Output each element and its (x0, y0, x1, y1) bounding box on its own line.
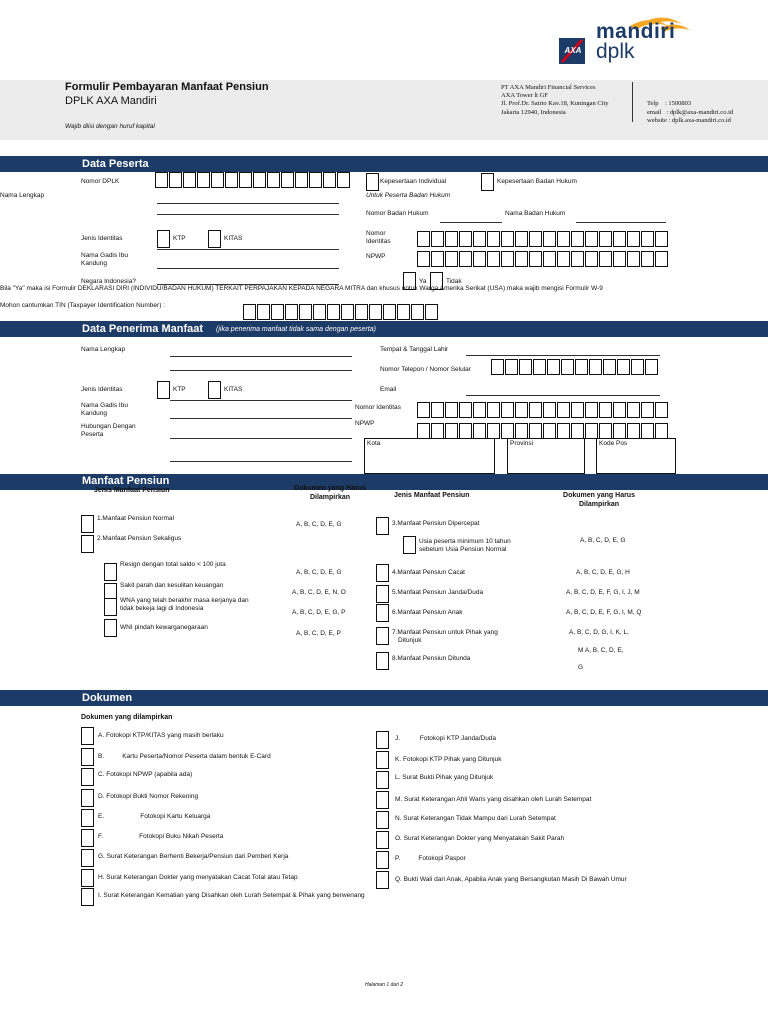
logo-axa: AXA (564, 46, 582, 55)
dokumen-o-label: O. Surat Keterangan Dokter yang Menyatakan Sakit Parah (395, 835, 565, 842)
dokumen-j-checkbox[interactable] (376, 731, 389, 749)
dokumen-m-label: M. Surat Keterangan Ahli Waris yang disahkan oleh Lurah Setempat (395, 796, 592, 803)
manfaat-2d-label: WNI pindah kewarganegaraan (120, 624, 208, 631)
label-penerima-nomor-identitas: Nomor Identitas (355, 404, 401, 411)
penerima-kota-input[interactable] (364, 438, 495, 474)
dokumen-e-label: E. Fotokopi Kartu Keluarga (98, 813, 211, 820)
label-penerima-telepon: Nomor Telepon / Nomor Selular (380, 366, 471, 373)
label-ktp: KTP (173, 235, 186, 242)
penerima-nama-gadis-input[interactable] (170, 418, 352, 419)
label-negara-indonesia: Negara Indonesia? (81, 278, 136, 285)
dokumen-b-checkbox[interactable] (81, 748, 94, 766)
label-penerima-kitas: KITAS (224, 386, 243, 393)
dokumen-a-checkbox[interactable] (81, 727, 94, 745)
label-ya: Ya (419, 278, 427, 285)
form-title: Formulir Pembayaran Manfaat Pensiun (65, 81, 269, 93)
company-address: PT AXA Mandiri Financial Services AXA Tower lt GF Jl. Prof.Dr. Satrio Kav.18, Kuningan City Jakarta 12940, Indonesia (501, 84, 609, 116)
col-dokumen-right: Dokumen yang Harus Dilampirkan (563, 492, 635, 508)
penerima-tempat-tanggal-input[interactable] (466, 355, 660, 356)
manfaat-2a-checkbox[interactable] (104, 563, 117, 581)
manfaat-3a-docs: A, B, C, D, E, G (580, 537, 626, 544)
col-dokumen-left: Dokumen yang Harus Dilampirkan (294, 485, 366, 501)
nama-lengkap-input[interactable] (157, 203, 339, 204)
label-nomor-identitas: Nomor Identitas (366, 230, 391, 245)
label-penerima-provinsi: Provinsi (510, 440, 534, 447)
label-untuk-badan-hukum: Untuk Peserta Badan Hukum (366, 192, 451, 199)
kepesertaan-individual-checkbox[interactable] (366, 173, 379, 191)
dokumen-i-label: I. Surat Keterangan Kematian yang Disahkan oleh Lurah Setempat & Pihak yang berwenang (98, 892, 365, 899)
label-penerima-email: Email (380, 386, 397, 393)
penerima-jenis-identitas-underline (170, 400, 352, 401)
company-contact: Telp : 1500803 email : dplk@axa-mandiri.co.id website : dplk.axa-mandiri.co.id (647, 100, 734, 124)
dokumen-c-label: C. Fotokopi NPWP (apabila ada) (98, 771, 193, 778)
ktp-checkbox[interactable] (157, 230, 170, 248)
label-penerima-kota: Kota (367, 440, 381, 447)
manfaat-8-label: 8.Manfaat Pensiun Ditunda (392, 655, 471, 662)
manfaat-2-checkbox[interactable] (81, 535, 94, 553)
label-nomor-badan-hukum: Nomor Badan Hukum (366, 210, 429, 217)
manfaat-3-checkbox[interactable] (376, 517, 389, 535)
dokumen-g-checkbox[interactable] (81, 849, 94, 867)
dokumen-f-checkbox[interactable] (81, 829, 94, 847)
label-jenis-identitas: Jenis Identitas (81, 235, 123, 242)
label-penerima-tempat-tanggal: Tempat & Tanggal Lahir (380, 346, 449, 353)
logo-mandiri: mandiri (596, 20, 676, 43)
label-penerima-kode-pos: Kode Pos (599, 440, 628, 447)
header-divider (632, 82, 633, 122)
manfaat-2c-label: WNA yang telah berakhir masa kerjanya dan tidak bekeja lagi di Indonesia (120, 597, 249, 612)
nomor-dplk-input[interactable] (155, 172, 351, 188)
penerima-email-input[interactable] (466, 395, 660, 396)
nama-gadis-input[interactable] (157, 268, 339, 269)
manfaat-5-docs: A, B, C, D, E, F, G, I, J, M (566, 589, 640, 596)
dokumen-m-checkbox[interactable] (376, 791, 389, 809)
manfaat-1-checkbox[interactable] (81, 515, 94, 533)
jenis-identitas-underline (157, 249, 339, 250)
manfaat-8-docs: M A, B, C, D, E, G (578, 647, 624, 671)
manfaat-2a-docs: A, B, C, D, E, G (296, 569, 342, 576)
dokumen-o-checkbox[interactable] (376, 831, 389, 849)
dokumen-f-label: F. Fotokopi Buku Nikah Peserta (98, 833, 224, 840)
dokumen-i-checkbox[interactable] (81, 888, 94, 906)
dokumen-a-label: A. Fotokopi KTP/KITAS yang masih berlaku (98, 732, 224, 739)
penerima-telepon-input[interactable] (491, 359, 659, 375)
manfaat-2b-label: Sakit parah dan kesulitan keuangan (120, 582, 224, 589)
dokumen-n-label: N. Surat Keterangan Tidak Mampu dari Lurah Setempat (395, 815, 556, 822)
nama-lengkap-input-2[interactable] (157, 214, 339, 215)
section-note-penerima: (jika penerima manfaat tidak sama dengan peserta) (216, 326, 376, 333)
dokumen-p-label: P. Fotokopi Paspor (395, 855, 466, 862)
dokumen-d-label: D. Fotokopi Bukti Nomor Rekening (98, 793, 199, 800)
dokumen-n-checkbox[interactable] (376, 811, 389, 829)
logo-dplk: dplk (596, 40, 635, 63)
manfaat-2c-docs: A, B, C, D, E, G, P (292, 609, 346, 616)
penerima-nama-input-2[interactable] (170, 370, 352, 371)
penerima-nomor-identitas-input[interactable] (417, 402, 669, 418)
label-npwp: NPWP (366, 253, 386, 260)
dokumen-k-label: K. Fotokopi KTP Pihak yang Ditunjuk (395, 756, 502, 763)
label-penerima-ktp: KTP (173, 386, 186, 393)
nomor-badan-hukum-input[interactable] (440, 222, 502, 223)
dokumen-c-checkbox[interactable] (81, 768, 94, 786)
penerima-nama-input[interactable] (170, 356, 352, 357)
nomor-identitas-input[interactable] (417, 231, 669, 247)
manfaat-7-label: 7.Manfaat Pensiun untuk Pihak yang Ditunjuk (392, 629, 498, 644)
nama-badan-hukum-input[interactable] (576, 222, 666, 223)
col-jenis-left: Jenis Manfaat Pensiun (94, 487, 170, 494)
label-nomor-dplk: Nomor DPLK (81, 178, 120, 185)
manfaat-2-label: 2.Manfaat Pensiun Sekaligus (97, 535, 182, 542)
manfaat-4-checkbox[interactable] (376, 564, 389, 582)
label-penerima-nama: Nama Lengkap (81, 346, 126, 353)
section-title-penerima: Data Penerima Manfaat (82, 323, 204, 335)
npwp-input[interactable] (417, 251, 669, 267)
penerima-hubungan-input[interactable] (170, 438, 352, 439)
manfaat-8-checkbox[interactable] (376, 652, 389, 670)
section-title-dokumen: Dokumen (82, 692, 133, 704)
kepesertaan-badan-hukum-checkbox[interactable] (481, 173, 494, 191)
kitas-checkbox[interactable] (208, 230, 221, 248)
manfaat-3a-label: Usia peserta minimum 10 tahun sebelum Usia Pensiun Normal (419, 538, 511, 553)
section-title-peserta: Data Peserta (82, 158, 149, 170)
manfaat-6-docs: A, B, C, D, E, F, G, I, M, Q (566, 609, 642, 616)
manfaat-2a-label: Resign dengan total saldo < 100 juta (120, 561, 226, 568)
label-nama-badan-hukum: Nama Badan Hukum (505, 210, 566, 217)
dokumen-h-checkbox[interactable] (81, 869, 94, 887)
dokumen-subtitle: Dokumen yang dilampirkan (81, 714, 173, 721)
manfaat-3a-checkbox[interactable] (403, 536, 416, 554)
label-nama-gadis: Nama Gadis Ibu Kandung (81, 252, 128, 267)
label-kepesertaan-badan-hukum: Kepesertaan Badan Hukum (497, 178, 577, 185)
manfaat-4-label: 4.Manfaat Pensiun Cacat (392, 569, 465, 576)
manfaat-5-checkbox[interactable] (376, 585, 389, 603)
dokumen-j-label: J. Fotokopi KTP Janda/Duda (395, 735, 497, 742)
tin-input[interactable] (243, 304, 439, 320)
manfaat-5-label: 5.Manfaat Pensiun Janda/Duda (392, 589, 484, 596)
dokumen-k-checkbox[interactable] (376, 751, 389, 769)
dokumen-g-label: G. Surat Keterangan Berhenti Bekerja/Pensiun dari Pemberi Kerja (98, 853, 289, 860)
dokumen-b-label: B. Kartu Peserta/Nomor Peserta dalam bentuk E-Card (98, 753, 271, 760)
label-kepesertaan-individual: Kepesertaan Individual (380, 178, 447, 185)
label-kitas: KITAS (224, 235, 243, 242)
form-note: Wajib diisi dengan huruf kapital (65, 123, 155, 130)
manfaat-4-docs: A, B, C, D, E, G, H (576, 569, 630, 576)
dokumen-d-checkbox[interactable] (81, 789, 94, 807)
dokumen-q-label: Q. Bukti Wali dari Anak, Apabila Anak yang Bersangkutan Masih Di Bawah Umur (395, 876, 627, 883)
manfaat-1-label: 1.Manfaat Pensiun Normal (97, 515, 174, 522)
dokumen-q-checkbox[interactable] (376, 871, 389, 889)
label-penerima-jenis-identitas: Jenis Identitas (81, 386, 123, 393)
manfaat-1-docs: A, B, C, D, E, G (296, 521, 342, 528)
section-title-manfaat: Manfaat Pensiun (82, 475, 170, 487)
manfaat-7-docs: A, B, C, D, G, I, K, L, (569, 629, 629, 636)
logo (556, 12, 756, 68)
dokumen-e-checkbox[interactable] (81, 809, 94, 827)
form-subtitle: DPLK AXA Mandiri (65, 95, 157, 107)
penerima-npwp-input[interactable] (417, 423, 669, 439)
manfaat-2d-checkbox[interactable] (104, 619, 117, 637)
penerima-ktp-checkbox[interactable] (157, 381, 170, 399)
manfaat-7-checkbox[interactable] (376, 627, 389, 645)
label-tin: Mohon cantumkan TIN (Taxpayer Identification Number) : (0, 302, 165, 309)
manfaat-2c-checkbox[interactable] (104, 598, 117, 616)
label-penerima-hubungan: Hubungan Dengan Peserta (81, 423, 136, 438)
label-nama-lengkap: Nama Lengkap (0, 192, 45, 199)
page-number: Halaman 1 dari 2 (364, 982, 404, 988)
label-penerima-nama-gadis: Nama Gadis Ibu Kandung (81, 402, 128, 417)
manfaat-2d-docs: A, B, C, D, E, P (296, 630, 341, 637)
col-jenis-right: Jenis Manfaat Pensiun (394, 492, 470, 499)
manfaat-6-label: 6.Manfaat Pensiun Anak (392, 609, 463, 616)
label-tidak: Tidak (446, 278, 462, 285)
penerima-kitas-checkbox[interactable] (208, 381, 221, 399)
dokumen-l-checkbox[interactable] (376, 771, 389, 789)
dokumen-h-label: H. Surat Keterangan Dokter yang menyatakan Cacat Total atau Tetap (98, 874, 298, 881)
manfaat-2b-docs: A, B, C, D, E, N, O (292, 589, 346, 596)
penerima-alamat-input[interactable] (170, 461, 352, 462)
manfaat-3-label: 3.Manfaat Pensiun Dipercepat (392, 520, 480, 527)
label-penerima-npwp: NPWP (355, 420, 375, 427)
dokumen-p-checkbox[interactable] (376, 851, 389, 869)
manfaat-6-checkbox[interactable] (376, 604, 389, 622)
dokumen-l-label: L. Surat Bukti Pihak yang Ditunjuk (395, 774, 494, 781)
deklarasi-text: Bila "Ya" maka isi Formulir DEKLARASI DIRI (INDIVIDU/BADAN HUKUM) TERKAIT PERPAJAKAN KEPADA NEGARA MITRA dan khusus untuk Warga Amerika Serikat (USA) maka wajib mengisi Formulir W-9 (0, 285, 603, 292)
